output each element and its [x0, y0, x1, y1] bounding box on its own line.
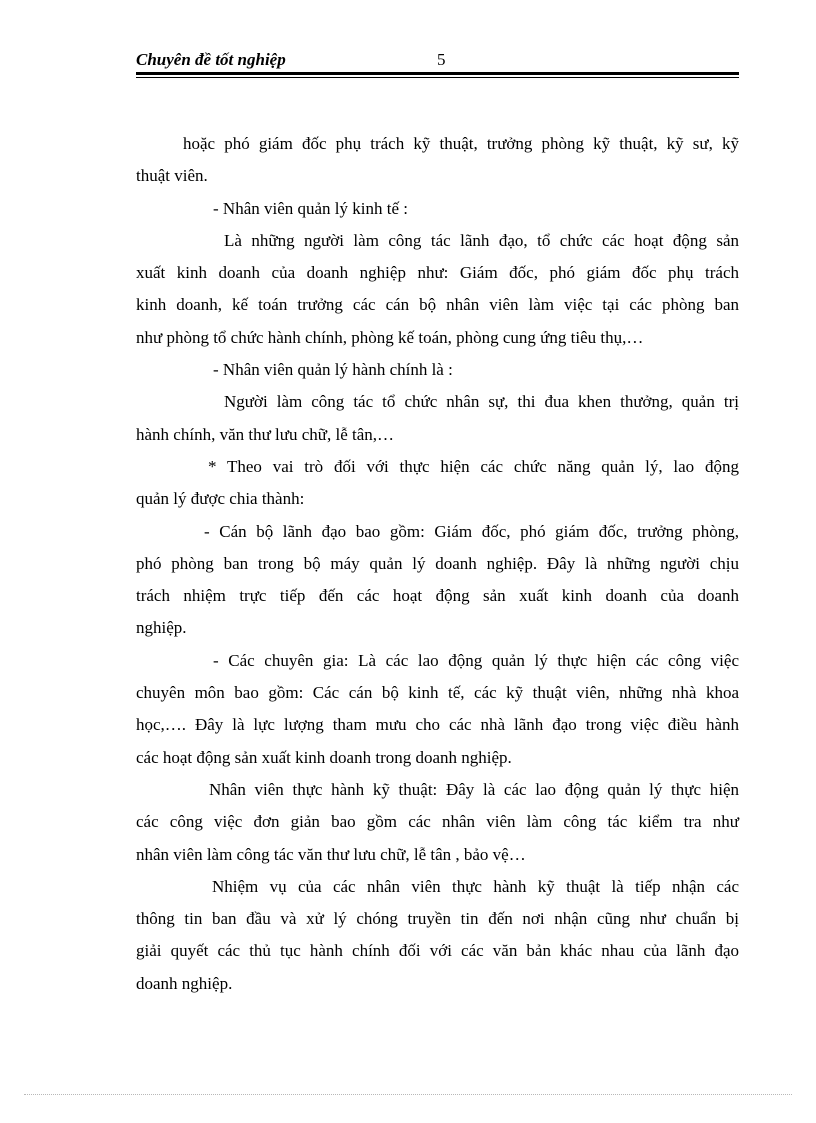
text-line: quản lý được chia thành:: [136, 489, 305, 509]
text-line: hành chính, văn thư lưu chữ, lễ tân,…: [136, 424, 395, 444]
text-line: * Theo vai trò đối với thực hiện các chức năng quản lý, lao động: [208, 456, 739, 476]
page-bottom-rule: [24, 1094, 792, 1095]
text-line: phó phòng ban trong bộ máy quản lý doanh nghiệp. Đây là những người chịu: [136, 553, 739, 573]
text-line: thuật viên.: [136, 166, 208, 186]
text-line: - Cán bộ lãnh đạo bao gồm: Giám đốc, phó giám đốc, trưởng phòng,: [204, 521, 739, 541]
text-line: Nhân viên thực hành kỹ thuật: Đây là các lao động quản lý thực hiện: [209, 779, 739, 799]
text-line: doanh nghiệp.: [136, 973, 233, 993]
text-line: - Nhân viên quản lý kinh tế :: [213, 198, 408, 218]
text-line: Người làm công tác tổ chức nhân sự, thi đua khen thưởng, quản trị: [224, 392, 739, 412]
text-line: hoặc phó giám đốc phụ trách kỹ thuật, trưởng phòng kỹ thuật, kỹ sư, kỹ: [183, 134, 739, 153]
text-line: nghiệp.: [136, 618, 187, 638]
text-line: giải quyết các thủ tục hành chính đối với các văn bản khác nhau của lãnh đạo: [136, 941, 739, 961]
text-line: Nhiệm vụ của các nhân viên thực hành kỹ thuật là tiếp nhận các: [212, 876, 739, 896]
header-rule-thin: [136, 77, 739, 78]
text-line: các công việc đơn giản bao gồm các nhân viên làm công tác kiểm tra như: [136, 812, 739, 832]
header-rule-thick: [136, 72, 739, 75]
document-title: Chuyên đề tốt nghiệp: [136, 50, 286, 69]
text-line: trách nhiệm trực tiếp đến các hoạt động sản xuất kinh doanh của doanh: [136, 586, 739, 606]
text-line: Là những người làm công tác lãnh đạo, tổ chức các hoạt động sản: [224, 230, 739, 250]
text-line: xuất kinh doanh của doanh nghiệp như: Giám đốc, phó giám đốc phụ trách: [136, 263, 739, 283]
body-text: [136, 128, 739, 1000]
text-line: chuyên môn bao gồm: Các cán bộ kinh tế, các kỹ thuật viên, những nhà khoa: [136, 683, 739, 703]
text-line: kinh doanh, kế toán trưởng các cán bộ nhân viên làm việc tại các phòng ban: [136, 295, 739, 315]
text-line: như phòng tổ chức hành chính, phòng kế toán, phòng cung ứng tiêu thụ,…: [136, 327, 644, 347]
text-line: thông tin ban đầu và xử lý chóng truyền tin đến nơi nhận cũng như chuẩn bị: [136, 909, 739, 929]
text-line: - Các chuyên gia: Là các lao động quản lý thực hiện các công việc: [213, 650, 739, 670]
text-line: học,…. Đây là lực lượng tham mưu cho các nhà lãnh đạo trong việc điều hành: [136, 715, 739, 735]
page-number: 5: [437, 50, 446, 69]
text-line: nhân viên làm công tác văn thư lưu chữ, lễ tân , bảo vệ…: [136, 844, 526, 864]
text-line: - Nhân viên quản lý hành chính là :: [213, 360, 453, 380]
text-line: các hoạt động sản xuất kinh doanh trong doanh nghiệp.: [136, 747, 512, 767]
page-header: [136, 49, 739, 73]
